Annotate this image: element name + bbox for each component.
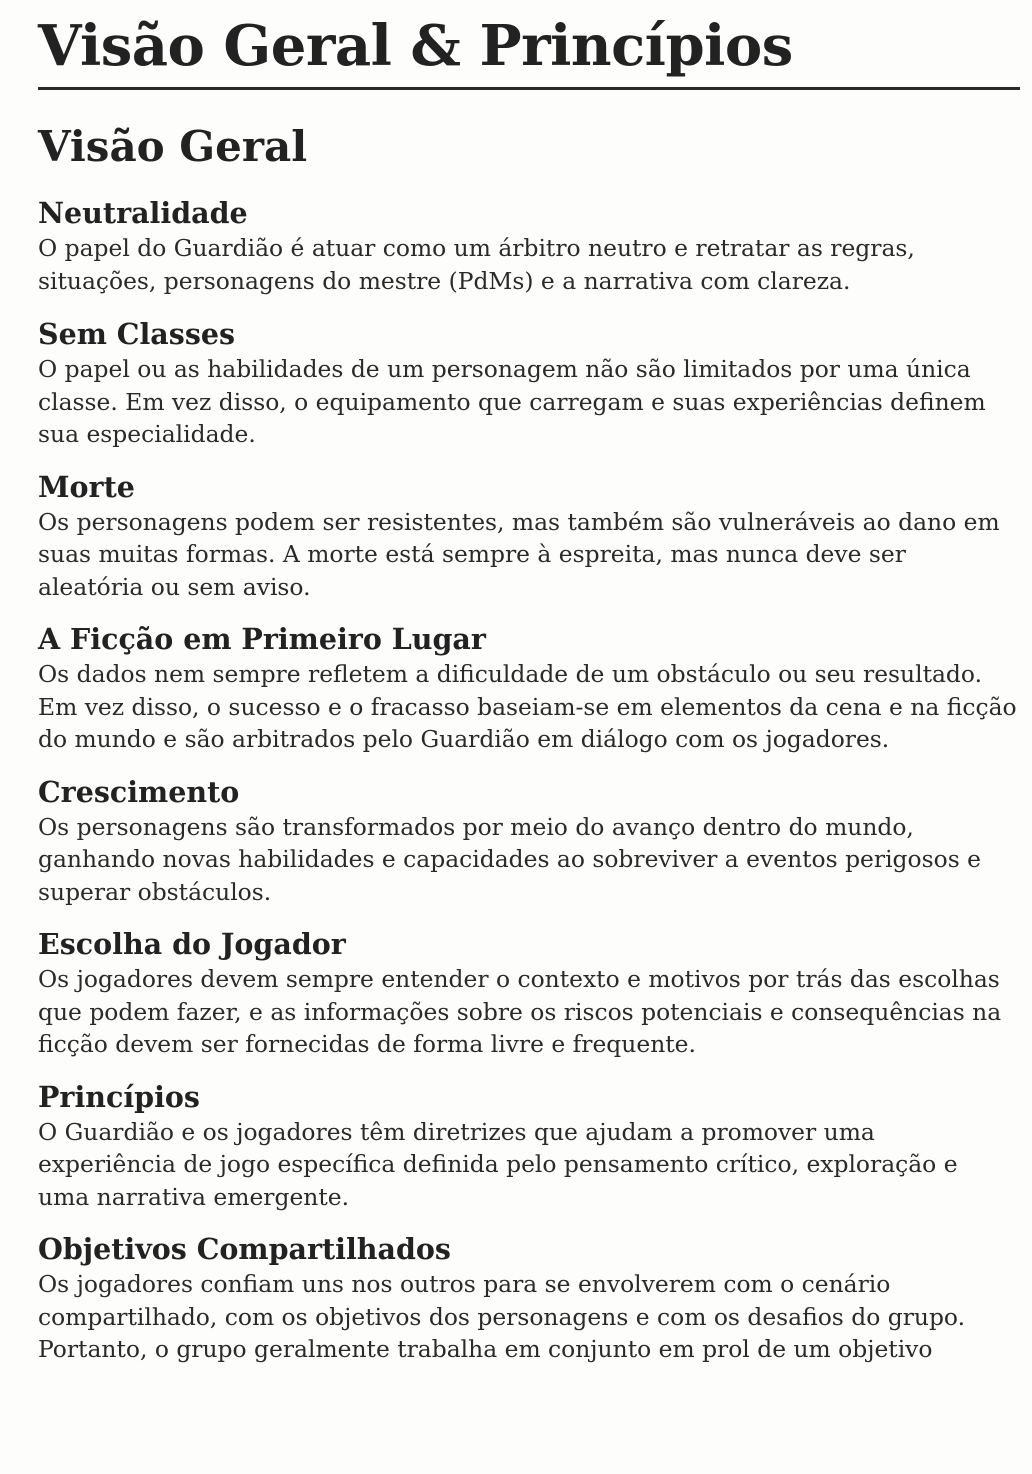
principle-text-line: Os personagens podem ser resistentes, mas também são vulneráveis ao dano em: [38, 507, 1000, 536]
principle-text-line: Os dados nem sempre refletem a dificuldade de um obstáculo ou seu resultado.: [38, 660, 983, 688]
principle-text-line: situações, personagens do mestre (PdMs) e a narrativa com clareza.: [38, 266, 851, 295]
principle-text: [38, 506, 1020, 604]
principle-text-line: sua especialidade.: [38, 420, 256, 448]
principle-text-line: do mundo e são arbitrados pelo Guardião em diálogo com os jogadores.: [38, 725, 890, 753]
principle-text: [38, 353, 1020, 451]
principle-text-line: experiência de jogo específica definida pelo pensamento crítico, exploração e: [38, 1150, 958, 1178]
principle-text-line: aleatória ou sem aviso.: [38, 572, 311, 601]
principle-heading: Escolha do Jogador: [38, 927, 346, 961]
principle-item: [38, 620, 1020, 756]
principle-text: [38, 1268, 1020, 1366]
document-page: [38, 0, 1020, 1366]
principle-heading: Princípios: [38, 1079, 200, 1114]
page-title: Visão Geral & Princípios: [38, 13, 793, 79]
principle-text-line: ficção devem ser fornecidas de forma livre e frequente.: [38, 1030, 696, 1058]
principle-text-line: Os personagens são transformados por meio do avanço dentro do mundo,: [38, 812, 914, 841]
principle-text-line: Os jogadores devem sempre entender o contexto e motivos por trás das escolhas: [38, 965, 1000, 993]
principle-text-line: uma narrativa emergente.: [38, 1182, 350, 1211]
principle-text-line: O papel do Guardião é atuar como um árbitro neutro e retratar as regras,: [38, 234, 915, 262]
principle-text-line: Portanto, o grupo geralmente trabalha em conjunto em prol de um objetivo: [38, 1335, 933, 1363]
principle-item: [38, 773, 1020, 909]
principle-heading: Objetivos Compartilhados: [38, 1232, 451, 1266]
principle-text-line: classe. Em vez disso, o equipamento que carregam e suas experiências definem: [38, 387, 986, 416]
principle-text-line: superar obstáculos.: [38, 877, 272, 906]
principle-item: [38, 1078, 1020, 1214]
principle-text: [38, 1116, 1020, 1214]
principle-text: [38, 232, 1020, 297]
principle-item: [38, 1230, 1020, 1366]
principle-text-line: que podem fazer, e as informações sobre os riscos potenciais e consequências na: [38, 997, 1002, 1026]
principle-item: [38, 315, 1020, 451]
principle-heading: Sem Classes: [38, 317, 236, 351]
principle-item: [38, 194, 1020, 297]
principle-text: [38, 963, 1020, 1061]
principle-text: [38, 811, 1020, 909]
principle-item: [38, 925, 1020, 1061]
principle-text-line: O papel ou as habilidades de um personagem não são limitados por uma única: [38, 355, 971, 383]
principle-heading: A Ficção em Primeiro Lugar: [38, 622, 486, 656]
principle-item: [38, 468, 1020, 604]
principle-text-line: O Guardião e os jogadores têm diretrizes que ajudam a promover uma: [38, 1117, 875, 1146]
principle-text: [38, 658, 1020, 756]
principles-list: [38, 194, 1020, 1366]
section-title: Visão Geral: [38, 122, 308, 171]
principle-heading: Neutralidade: [38, 196, 248, 230]
principle-text-line: Em vez disso, o sucesso e o fracasso baseiam-se em elementos da cena e na ficção: [38, 692, 1017, 721]
principle-heading: Morte: [38, 469, 135, 504]
principle-text-line: ganhando novas habilidades e capacidades ao sobreviver a eventos perigosos e: [38, 845, 981, 873]
principle-heading: Crescimento: [38, 774, 240, 809]
principle-text-line: suas muitas formas. A morte está sempre à espreita, mas nunca deve ser: [38, 540, 906, 568]
title-divider: [38, 87, 1020, 90]
principle-text-line: Os jogadores confiam uns nos outros para se envolverem com o cenário: [38, 1270, 891, 1298]
principle-text-line: compartilhado, com os objetivos dos personagens e com os desafios do grupo.: [38, 1302, 966, 1331]
